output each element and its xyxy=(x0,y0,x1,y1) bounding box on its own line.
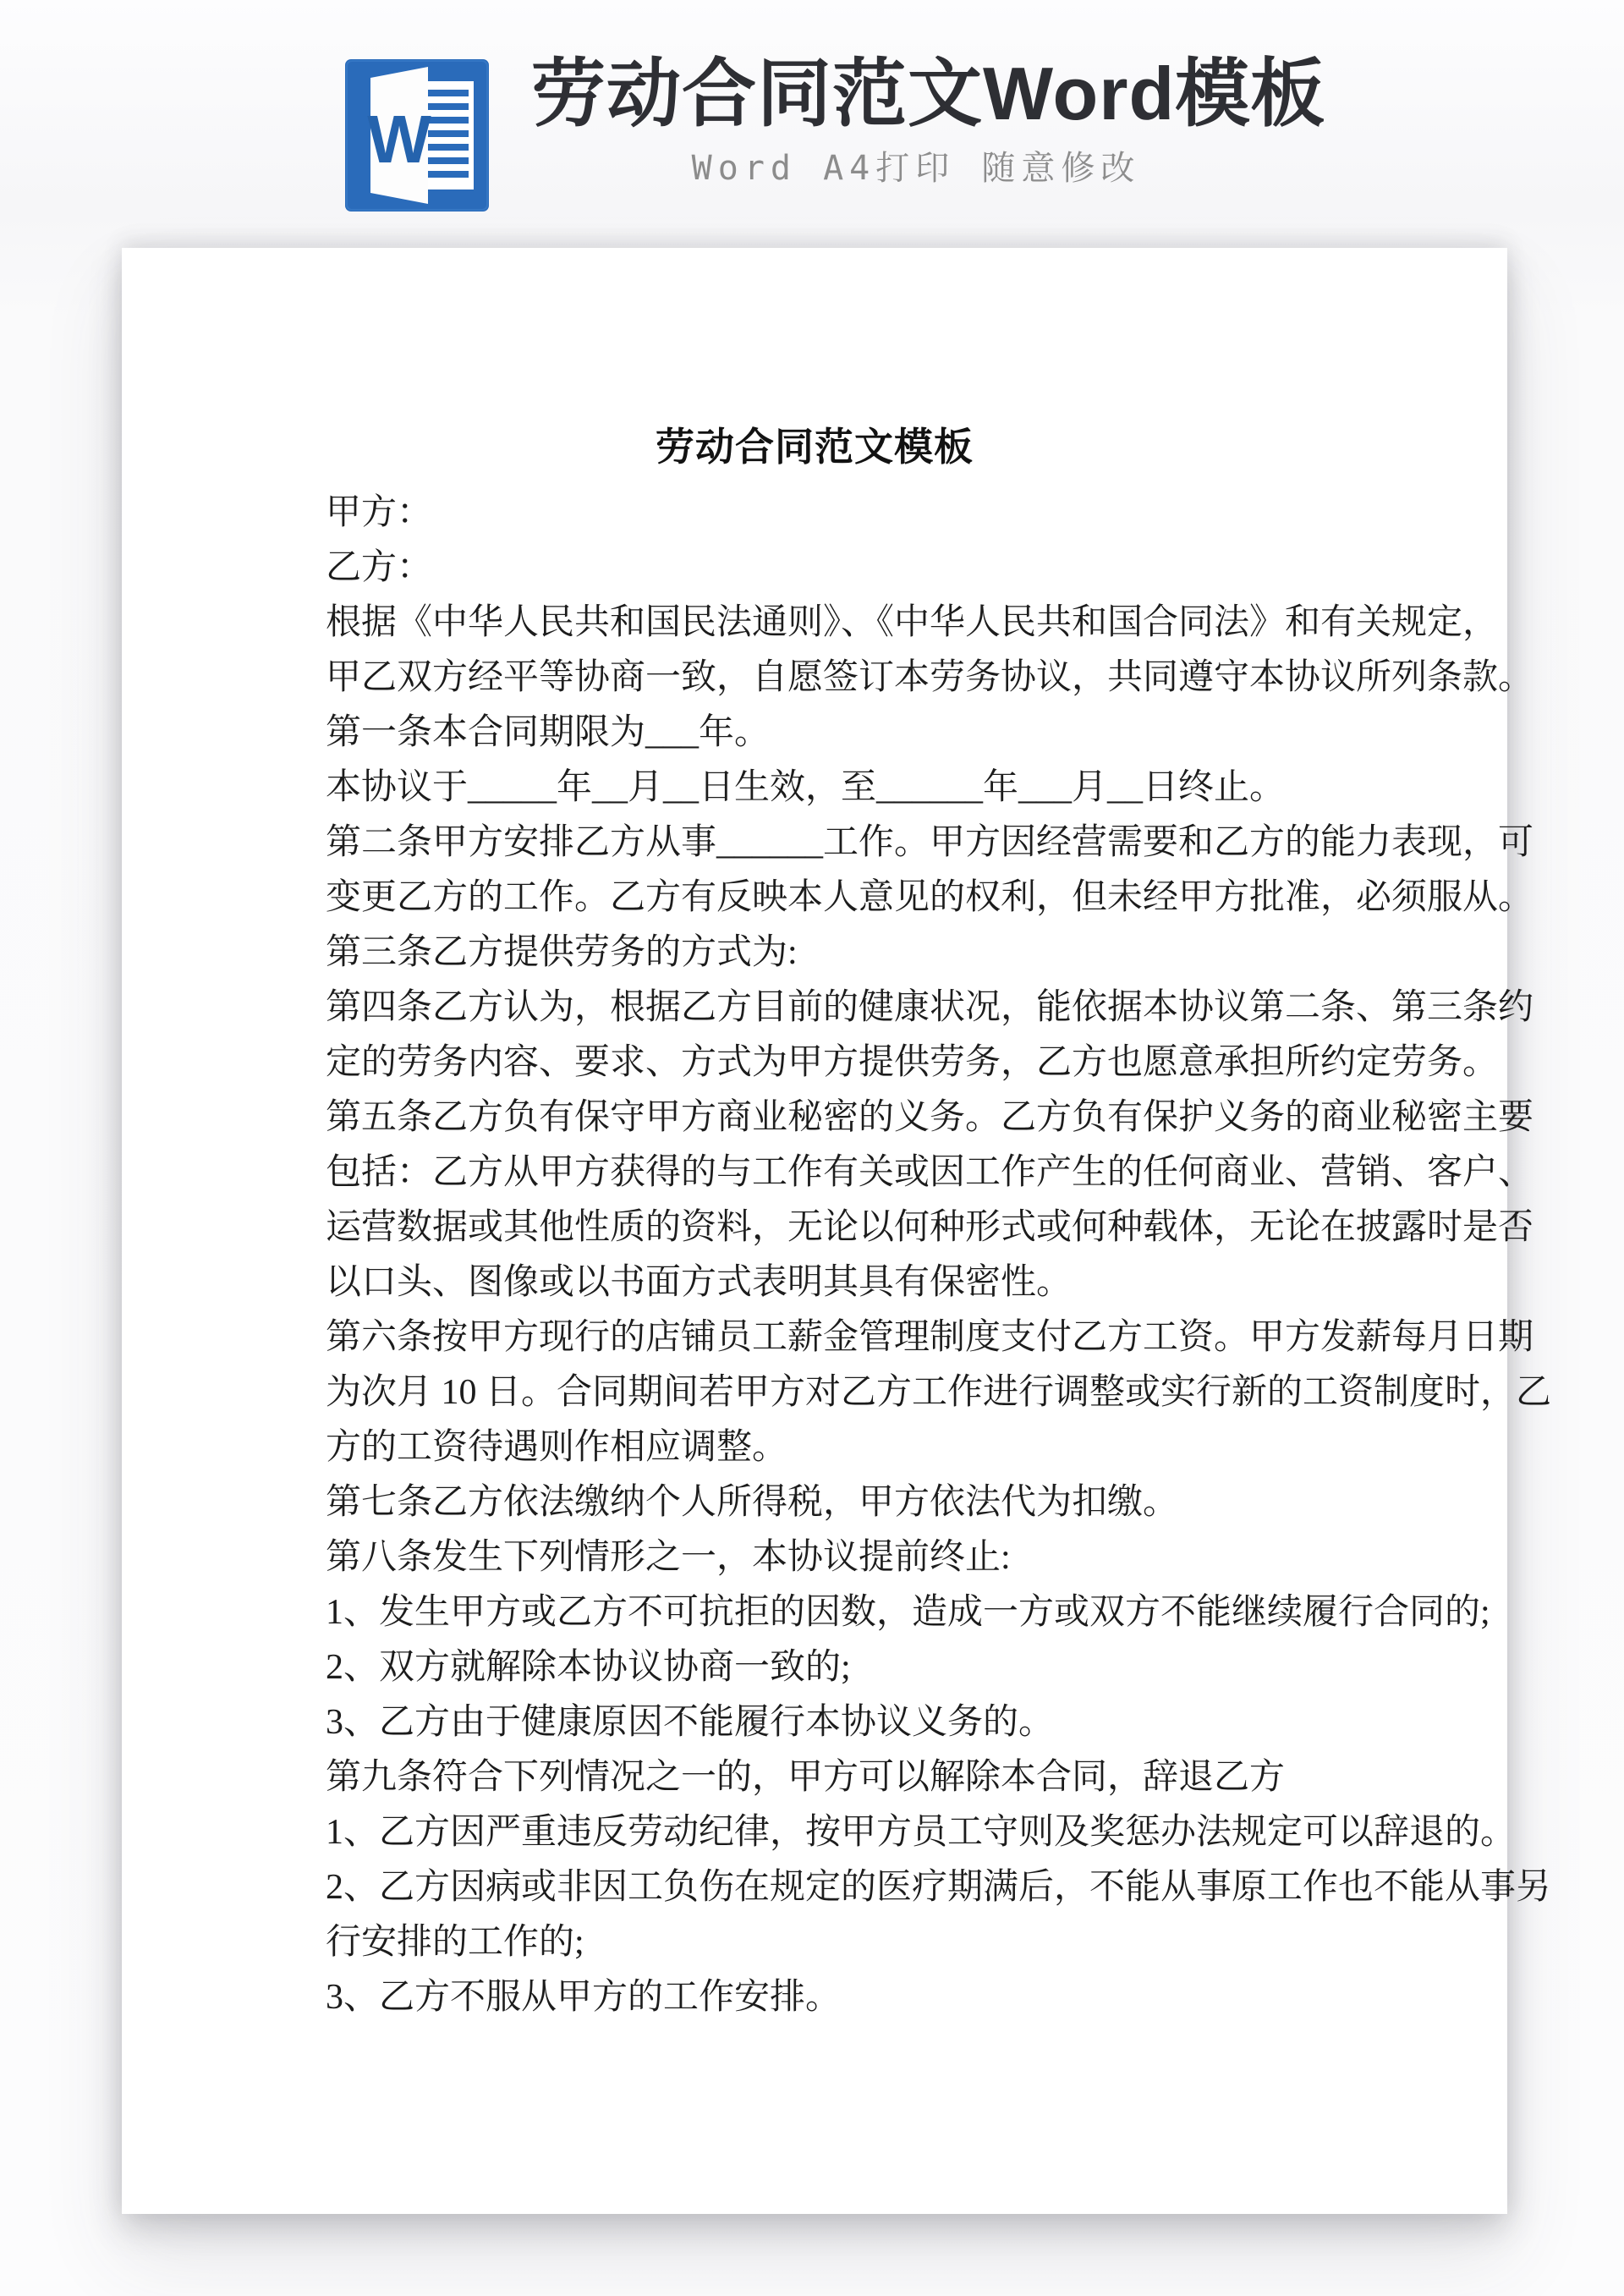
document-line: 第一条本合同期限为___年。 xyxy=(326,713,771,752)
document-line: 3、乙方不服从甲方的工作安排。 xyxy=(326,1978,842,2017)
document-line: 变更乙方的工作。乙方有反映本人意见的权利，但未经甲方批准，必须服从。 xyxy=(326,878,1534,917)
header-text-block xyxy=(531,44,1326,188)
document-line: 甲方： xyxy=(326,493,433,532)
document-line: 第二条甲方安排乙方从事______工作。甲方因经营需要和乙方的能力表现，可 xyxy=(326,823,1534,862)
template-title: 劳动合同范文Word模板 xyxy=(531,52,1326,135)
document-page xyxy=(122,248,1552,2214)
document-line: 第七条乙方依法缴纳个人所得税，甲方依法代为扣缴。 xyxy=(326,1483,1179,1522)
document-line: 以口头、图像或以书面方式表明其具有保密性。 xyxy=(326,1263,1073,1302)
document-line: 3、乙方由于健康原因不能履行本协议义务的。 xyxy=(326,1703,1055,1742)
document-line: 1、乙方因严重违反劳动纪律，按甲方员工守则及奖惩办法规定可以辞退的。 xyxy=(326,1813,1517,1852)
document-line: 第八条发生下列情形之一，本协议提前终止: xyxy=(326,1538,1011,1577)
document-line: 方的工资待遇则作相应调整。 xyxy=(326,1428,788,1467)
word-logo-letter: W xyxy=(367,102,431,177)
document-line: 第五条乙方负有保守甲方商业秘密的义务。乙方负有保护义务的商业秘密主要 xyxy=(326,1098,1534,1137)
document-line: 包括：乙方从甲方获得的与工作有关或因工作产生的任何商业、营销、客户、 xyxy=(326,1153,1534,1192)
document-line: 乙方： xyxy=(326,548,433,587)
document-line: 根据《中华人民共和国民法通则》、《中华人民共和国合同法》和有关规定， xyxy=(326,603,1499,642)
document-line: 2、双方就解除本协议协商一致的; xyxy=(326,1648,851,1687)
document-line: 第三条乙方提供劳务的方式为: xyxy=(326,933,798,972)
template-header xyxy=(0,0,1624,245)
document-body xyxy=(326,486,1552,2025)
document-line: 1、发生甲方或乙方不可抗拒的因数，造成一方或双方不能继续履行合同的; xyxy=(326,1593,1490,1632)
document-line: 第六条按甲方现行的店铺员工薪金管理制度支付乙方工资。甲方发薪每月日期 xyxy=(326,1318,1534,1357)
document-title: 劳动合同范文模板 xyxy=(656,426,974,469)
document-line: 甲乙双方经平等协商一致，自愿签订本劳务协议，共同遵守本协议所列条款。 xyxy=(326,658,1534,697)
template-subtitle: Word A4打印 随意修改 xyxy=(691,149,1141,188)
document-line: 为次月 10 日。合同期间若甲方对乙方工作进行调整或实行新的工资制度时，乙 xyxy=(326,1373,1552,1412)
document-line: 行安排的工作的; xyxy=(326,1923,584,1962)
document-line: 2、乙方因病或非因工负伤在规定的医疗期满后，不能从事原工作也不能从事另 xyxy=(326,1868,1552,1907)
document-line: 第九条符合下列情况之一的，甲方可以解除本合同，辞退乙方 xyxy=(326,1758,1286,1797)
word-logo-icon xyxy=(345,59,489,211)
document-line: 本协议于_____年__月__日生效，至______年___月__日终止。 xyxy=(326,768,1286,807)
document-line: 运营数据或其他性质的资料，无论以何种形式或何种载体，无论在披露时是否 xyxy=(326,1208,1534,1247)
document-line: 第四条乙方认为，根据乙方目前的健康状况，能依据本协议第二条、第三条约 xyxy=(326,988,1534,1027)
document-line: 定的劳务内容、要求、方式为甲方提供劳务，乙方也愿意承担所约定劳务。 xyxy=(326,1043,1499,1082)
